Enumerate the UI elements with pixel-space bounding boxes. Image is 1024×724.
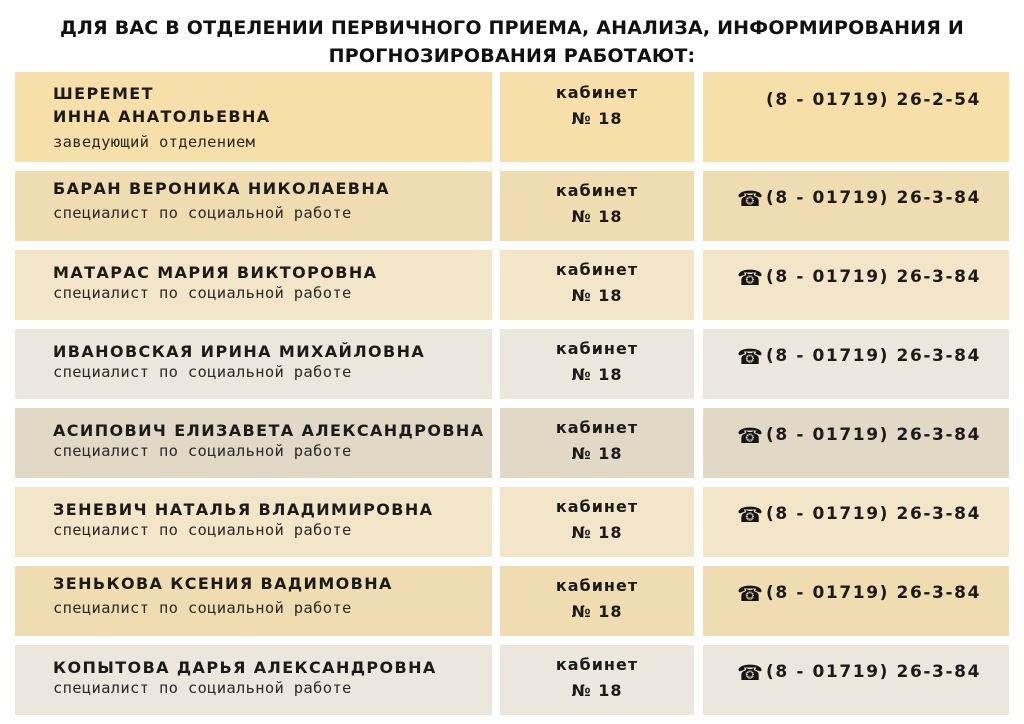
phone-cell [703, 566, 1009, 636]
room-label: кабинет [555, 576, 639, 595]
name-cell [15, 645, 492, 715]
staff-surname: ШЕРЕМЕТ [53, 84, 154, 103]
staff-name: МАТАРАС МАРИЯ ВИКТОРОВНА [53, 263, 378, 282]
room-info [500, 573, 694, 625]
room-cell [500, 566, 694, 636]
staff-name: КОПЫТОВА ДАРЬЯ АЛЕКСАНДРОВНА [53, 658, 437, 677]
staff-row [15, 566, 1009, 636]
room-label: кабинет [555, 181, 639, 200]
room-label: кабинет [555, 497, 639, 516]
phone-icon: ☎ [737, 266, 764, 290]
room-number: № 18 [571, 681, 623, 700]
phone-icon: ☎ [737, 582, 764, 606]
room-number: № 18 [571, 602, 623, 621]
phone-cell [703, 72, 1009, 162]
staff-table [15, 72, 1009, 715]
room-cell [500, 171, 694, 241]
phone-cell [703, 171, 1009, 241]
staff-role: специалист по социальной работе [53, 284, 352, 302]
phone-icon: ☎ [737, 345, 764, 369]
room-label: кабинет [555, 260, 639, 279]
room-label: кабинет [555, 339, 639, 358]
room-cell [500, 645, 694, 715]
room-info [500, 257, 694, 309]
room-info [500, 336, 694, 388]
phone-number[interactable]: (8 - 01719) 26-3-84 [766, 188, 981, 208]
staff-row [15, 250, 1009, 320]
phone-number[interactable]: (8 - 01719) 26-3-84 [766, 267, 981, 287]
staff-role: заведующий отделением [53, 133, 256, 151]
staff-row [15, 487, 1009, 557]
room-label: кабинет [555, 418, 639, 437]
name-cell [15, 487, 492, 557]
phone-cell [703, 487, 1009, 557]
room-cell [500, 250, 694, 320]
staff-row-head [15, 72, 1009, 162]
phone-icon: ☎ [737, 503, 764, 527]
staff-row [15, 171, 1009, 241]
name-cell [15, 171, 492, 241]
name-cell [15, 566, 492, 636]
phone-number[interactable]: (8 - 01719) 26-3-84 [766, 662, 981, 682]
phone-cell [703, 408, 1009, 478]
room-number: № 18 [571, 365, 623, 384]
room-number: № 18 [571, 207, 623, 226]
phone-number[interactable]: (8 - 01719) 26-2-54 [766, 90, 981, 110]
staff-row [15, 645, 1009, 715]
staff-role: специалист по социальной работе [53, 599, 352, 617]
phone-number[interactable]: (8 - 01719) 26-3-84 [766, 583, 981, 603]
staff-role: специалист по социальной работе [53, 679, 352, 697]
room-label: кабинет [555, 83, 639, 102]
staff-role: специалист по социальной работе [53, 442, 352, 460]
staff-row [15, 329, 1009, 399]
room-info [500, 652, 694, 704]
room-label: кабинет [555, 655, 639, 674]
phone-number[interactable]: (8 - 01719) 26-3-84 [766, 425, 981, 445]
staff-row [15, 408, 1009, 478]
phone-cell [703, 250, 1009, 320]
page-title-line-2: ПРОГНОЗИРОВАНИЯ РАБОТАЮТ: [328, 45, 696, 67]
name-cell [15, 72, 492, 162]
room-info [500, 494, 694, 546]
phone-cell [703, 645, 1009, 715]
room-cell [500, 329, 694, 399]
room-number: № 18 [571, 523, 623, 542]
page-title [0, 14, 1024, 70]
room-info [500, 178, 694, 230]
name-cell [15, 329, 492, 399]
staff-role: специалист по социальной работе [53, 521, 352, 539]
room-cell [500, 487, 694, 557]
name-cell [15, 250, 492, 320]
staff-name: ЗЕНЬКОВА КСЕНИЯ ВАДИМОВНА [53, 574, 393, 593]
room-number: № 18 [571, 109, 623, 128]
room-info [500, 80, 694, 132]
staff-name: БАРАН ВЕРОНИКА НИКОЛАЕВНА [53, 179, 390, 198]
staff-name: ИВАНОВСКАЯ ИРИНА МИХАЙЛОВНА [53, 342, 426, 361]
staff-given-name: ИННА АНАТОЛЬЕВНА [53, 107, 271, 126]
phone-cell [703, 329, 1009, 399]
room-cell [500, 72, 694, 162]
staff-role: специалист по социальной работе [53, 363, 352, 381]
phone-icon: ☎ [737, 187, 764, 211]
room-info [500, 415, 694, 467]
staff-name: АСИПОВИЧ ЕЛИЗАВЕТА АЛЕКСАНДРОВНА [53, 421, 485, 440]
name-cell [15, 408, 492, 478]
page-title-line-1: ДЛЯ ВАС В ОТДЕЛЕНИИ ПЕРВИЧНОГО ПРИЕМА, АНАЛИЗА, ИНФОРМИРОВАНИЯ И [59, 17, 965, 39]
staff-role: специалист по социальной работе [53, 204, 352, 222]
phone-icon: ☎ [737, 424, 764, 448]
phone-number[interactable]: (8 - 01719) 26-3-84 [766, 346, 981, 366]
room-number: № 18 [571, 286, 623, 305]
phone-number[interactable]: (8 - 01719) 26-3-84 [766, 504, 981, 524]
phone-icon: ☎ [737, 661, 764, 685]
room-cell [500, 408, 694, 478]
room-number: № 18 [571, 444, 623, 463]
staff-name: ЗЕНЕВИЧ НАТАЛЬЯ ВЛАДИМИРОВНА [53, 500, 434, 519]
